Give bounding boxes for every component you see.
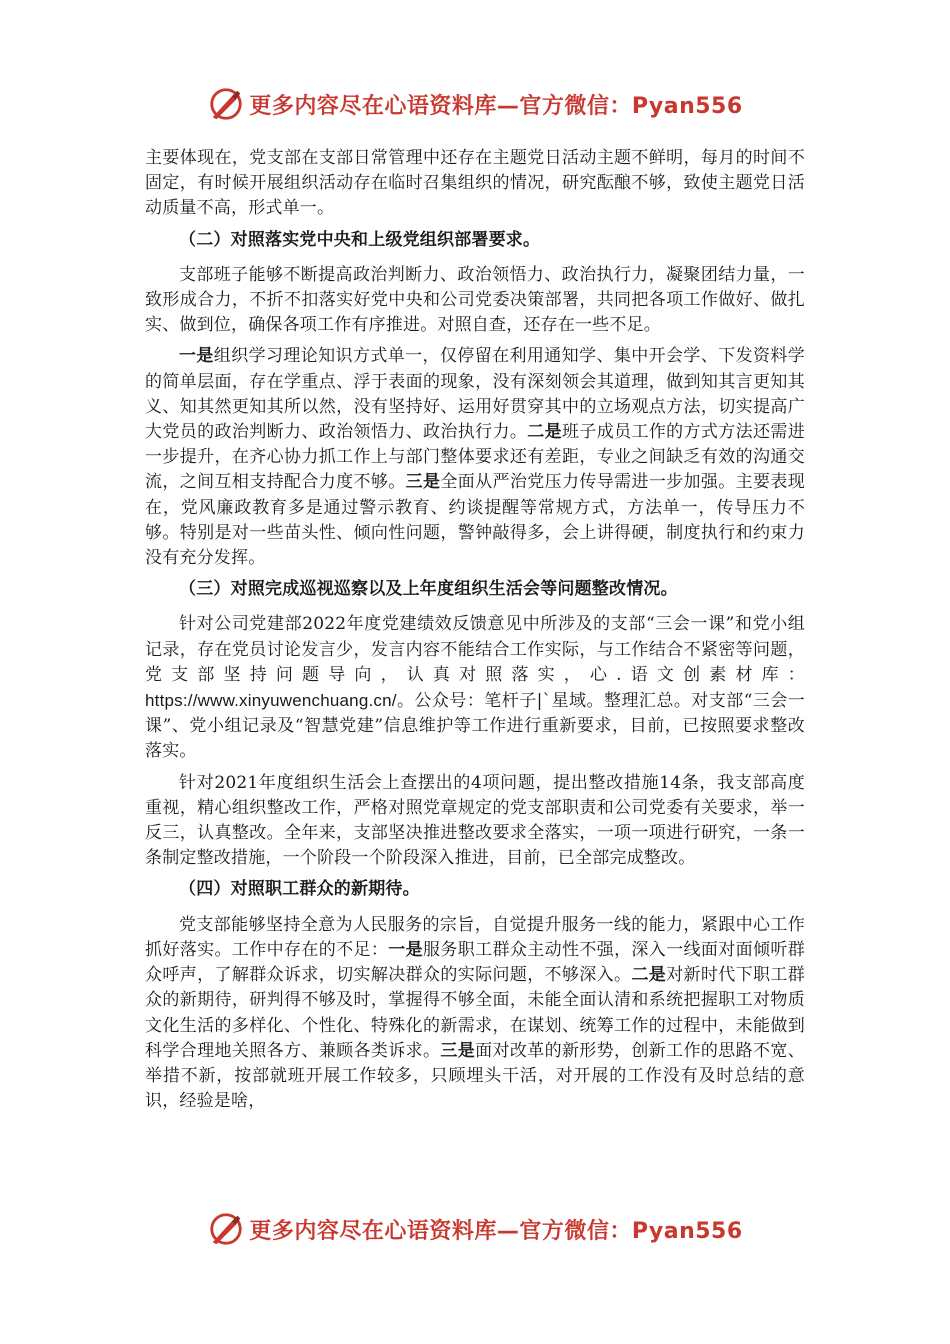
expectation-label-two: 二是 xyxy=(631,965,667,986)
source-url-link[interactable]: https://www.xinyuwenchuang.cn/ xyxy=(145,691,397,711)
paragraph-branch-team: 支部班子能够不断提高政治判断力、政治领悟力、政治执行力，凝聚团结力量，一致形成合力，不折不扣落实好党中央和公司党委决策部署，共同把各项工作做好、做扎实、做到位，确保各项工作有序推进。对照自查，还存在一些不足。 xyxy=(145,264,805,336)
pen-logo-icon xyxy=(207,85,245,123)
pen-logo-icon xyxy=(207,1210,245,1248)
footer-watermark-banner xyxy=(0,1209,950,1249)
rectification-text-b: 。公众号：笔杆子|`星域。整理汇总。对支部“三会一课”、党小组记录及“智慧党建”信息维护等工作进行重新要求，目前，已按照要求整改落实。 xyxy=(145,691,805,762)
section-heading-3: （三）对照完成巡视巡察以及上年度组织生活会等问题整改情况。 xyxy=(179,579,678,600)
expectation-label-one: 一是 xyxy=(388,939,423,960)
point-text-one: 组织学习理论知识方式单一，仅停留在利用通知学、集中开会学、下发资料学的简单层面，存在学重点、浮于表面的现象，没有深刻领会其道理，做到知其言更知其义、知其然更知其所以然，没有坚持好、运用好贯穿其中的立场观点方法，切实提高广大党员的政治判断力、政治领悟力、政治执行力。 xyxy=(145,346,805,443)
paragraph-rectification-2022 xyxy=(145,612,805,764)
point-label-two: 二是 xyxy=(527,422,562,443)
expectation-text-one: 服务职工群众主动性不强，深入一线面对面倾听群众呼声，了解群众诉求，切实解决群众的实际问题，不够深入。 xyxy=(145,939,805,986)
banner-text: 更多内容尽在心语资料库—官方微信：Pyan556 xyxy=(249,1218,743,1244)
paragraph-staff-expectations xyxy=(145,913,805,1115)
rectification-text-a: 针对公司党建部2022年度党建绩效反馈意见中所涉及的支部“三会一课”和党小组记录，存在党员讨论发言少，发言内容不能结合工作实际，与工作结合不紧密等问题，党支部坚持问题导向，认真对照落实，心.语文创素材库： xyxy=(145,614,805,685)
point-label-three: 三是 xyxy=(405,472,441,493)
document-body xyxy=(145,146,805,1120)
paragraph-rectification-2021: 针对2021年度组织生活会上查摆出的4项问题，提出整改措施14条，我支部高度重视，精心组织整改工作，严格对照党章规定的党支部职责和公司党委有关要求，举一反三，认真整改。全年来，支部坚决推进整改要求全落实，一项一项进行研究，一条一条制定整改措施，一个阶段一个阶段深入推进，目前，已全部完成整改。 xyxy=(145,772,805,869)
expectation-intro: 党支部能够坚持全意为人民服务的宗旨，自觉提升服务一线的能力，紧跟中心工作抓好落实。工作中存在的不足： xyxy=(145,914,805,960)
section-heading-4: （四）对照职工群众的新期待。 xyxy=(179,879,420,900)
expectation-label-three: 三是 xyxy=(440,1040,476,1061)
point-text-two: 班子成员工作的方式方法还需进一步提升，在齐心协力抓工作上与部门整体要求还有差距，专业之间缺乏有效的沟通交流，之间互相支持配合力度不够。 xyxy=(145,422,805,493)
header-watermark-banner xyxy=(0,84,950,124)
point-text-three: 全面从严治党压力传导需进一步加强。主要表现在，党风廉政教育多是通过警示教育、约谈提醒等常规方式，方法单一，传导压力不够。特别是对一些苗头性、倾向性问题，警钟敲得多，会上讲得硬，制度执行和约束力没有充分发挥。 xyxy=(145,472,805,569)
banner-text: 更多内容尽在心语资料库—官方微信：Pyan556 xyxy=(249,93,743,119)
expectation-text-two: 对新时代下职工群众的新期待，研判得不够及时，掌握得不够全面，未能全面认清和系统把握职工对物质文化生活的多样化、个性化、特殊化的新需求，在谋划、统筹工作的过程中，未能做到科学合理地关照各方、兼顾各类诉求。 xyxy=(145,965,805,1061)
section-heading-2: （二）对照落实党中央和上级党组织部署要求。 xyxy=(179,229,541,250)
point-label-one: 一是 xyxy=(179,346,214,367)
paragraph-shortcomings xyxy=(145,344,805,571)
paragraph-intro-continuation: 主要体现在，党支部在支部日常管理中还存在主题党日活动主题不鲜明，每月的时间不固定，有时候开展组织活动存在临时召集组织的情况，研究酝酿不够，致使主题党日活动质量不高，形式单一。 xyxy=(145,148,805,219)
expectation-text-three: 面对改革的新形势，创新工作的思路不宽、举措不新，按部就班开展工作较多，只顾埋头干活，对开展的工作没有及时总结的意识，经验是啥， xyxy=(145,1040,805,1112)
